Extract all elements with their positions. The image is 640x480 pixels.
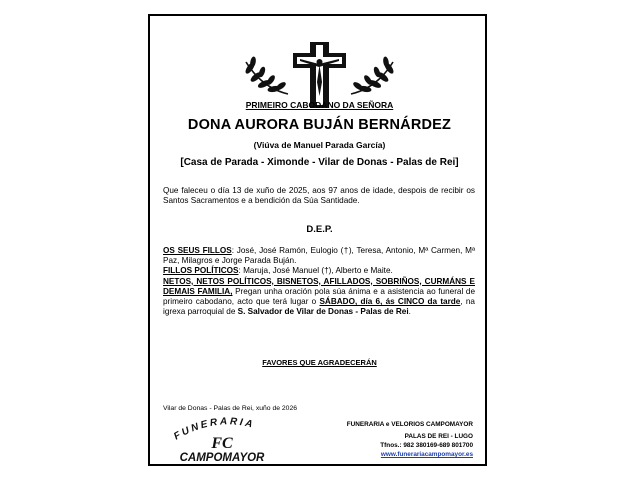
footer-phones: Tfnos.: 982 380169-689 801700: [380, 442, 473, 449]
funeral-home-logo: [162, 414, 282, 464]
dep: D.E.P.: [306, 224, 333, 235]
pre-title: PRIMEIRO CABODANO DA SEÑORA: [245, 100, 394, 110]
children-label: OS SEUS FILLOS: [163, 246, 232, 255]
paragraph-end: .: [408, 307, 411, 317]
widow-of: (Viúva de Manuel Parada García): [253, 140, 386, 150]
footer-location: PALAS DE REI - LUGO: [404, 433, 473, 440]
obituary-card: [148, 14, 487, 466]
family-paragraph: [163, 246, 475, 317]
relatives-label: NETOS, NETOS POLÍTICOS, BISNETOS, AFILLADOS, SOBRIÑOS, CURMÁNS E DEMAIS FAMILIA,: [163, 276, 475, 296]
laurel-branch-left-icon: [245, 57, 288, 94]
in-laws-label: FILLOS POLÍTICOS: [163, 266, 239, 276]
deceased-name: DONA AURORA BUJÁN BERNÁRDEZ: [187, 117, 452, 133]
family-house: [Casa de Parada - Ximonde - Vilar de Donas - Palas de Rei]: [180, 157, 459, 168]
footer-company: FUNERARIA e VELORIOS CAMPOMAYOR: [346, 421, 473, 428]
logo-top-text: FUNERARIA: [172, 416, 256, 443]
crucifix-icon: [293, 42, 346, 108]
intro-paragraph: Que faleceu o día 13 de xuño de 2025, aos 97 anos de idade, despois de recibir os Santos Sacramentos e a bendición da Súa Santidade.: [163, 186, 475, 206]
footer-website-link[interactable]: www.funerariacampomayor.es: [380, 451, 473, 458]
logo-bottom-text: CAMPOMAYOR: [179, 452, 265, 464]
thanks-line: FAVORES QUE AGRADECERÁN: [262, 358, 377, 367]
children-text: : José, José Ramón, Eulogio (†), Teresa, Antonio, Mª Carmen, Mª Paz, Milagros e Jorge Parada Buján.: [163, 246, 475, 266]
funeral-datetime: SÁBADO, día 6, ás CINCO da tarde: [319, 297, 461, 307]
logo-monogram: FC: [211, 435, 233, 452]
footer-contact: [323, 420, 473, 459]
laurel-branch-right-icon: [351, 57, 394, 94]
church-name: S. Salvador de Vilar de Donas - Palas de Rei: [237, 307, 409, 317]
church-prefix: , na igrexa parroquial de: [163, 297, 475, 317]
place-date: Vilar de Donas - Palas de Rei, xuño de 2026: [163, 405, 298, 412]
request-text: Pregan unha oración pola súa ánima e a asistencia ao funeral de primeiro cabodano, acto que terá lugar o: [163, 286, 476, 307]
in-laws-text: : Maruja, José Manuel (†), Alberto e Maite.: [238, 266, 393, 276]
